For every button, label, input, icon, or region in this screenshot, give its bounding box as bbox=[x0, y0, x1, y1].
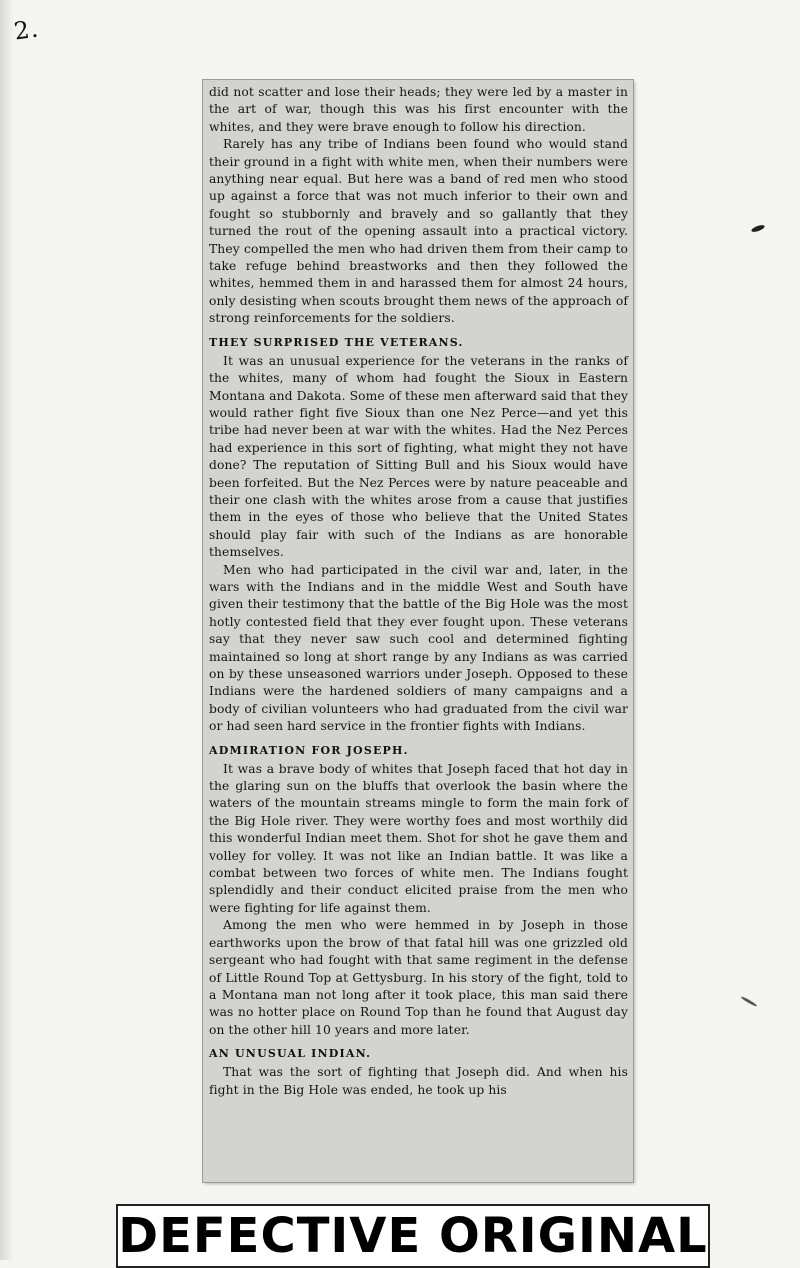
defective-original-banner: DEFECTIVE ORIGINAL bbox=[116, 1204, 710, 1268]
ink-mark bbox=[740, 996, 757, 1008]
section-heading: AN UNUSUAL INDIAN. bbox=[209, 1047, 372, 1061]
newspaper-clipping bbox=[203, 80, 633, 1182]
article-paragraph: Among the men who were hemmed in by Joseph in those earthworks upon the brow of that fatal hill was one grizzled old sergeant who had fought with that same regiment in the defense of Little Round Top at Gettysburg. In his story of the fight, told to a Montana man not long after it took place, this man said there was no hotter place on Round Top than he found that August day on the other hill 10 years and more later. bbox=[209, 918, 628, 1037]
article-paragraph: Rarely has any tribe of Indians been found who would stand their ground in a fight with white men, when their numbers were anything near equal. But here was a band of red men who stood up against a force that was not much inferior to their own and fought so stubbornly and bravely and so gallantly that they turned the rout of the opening assault into a practical victory. They compelled the men who had driven them from their camp to take refuge behind breastworks and then they followed the whites, hemmed them in and harassed them for almost 24 hours, only desisting when scouts brought them news of the approach of strong reinforcements for the soldiers. bbox=[209, 137, 628, 326]
article-paragraph: That was the sort of fighting that Joseph did. And when his fight in the Big Hole was ended, he took up his bbox=[209, 1065, 628, 1097]
ink-mark bbox=[751, 224, 766, 233]
article-paragraph: did not scatter and lose their heads; they were led by a master in the art of war, though this was his first encounter with the whites, and they were brave enough to follow his direction. bbox=[209, 85, 628, 134]
section-heading: ADMIRATION FOR JOSEPH. bbox=[209, 743, 409, 757]
article-paragraph: It was a brave body of whites that Joseph faced that hot day in the glaring sun on the bluffs that overlook the basin where the waters of the mountain streams mingle to form the main fork of the Big Hole river. They were worthy foes and most worthily did this wonderful Indian meet them. Shot for shot he gave them and volley for volley. It was not like an Indian battle. It was like a combat between two forces of white men. The Indians fought splendidly and their conduct elicited praise from the men who were fighting for life against them. bbox=[209, 761, 628, 915]
page-edge bbox=[0, 0, 14, 1260]
article-paragraph: Men who had participated in the civil war and, later, in the wars with the Indians and in the middle West and South have given their testimony that the battle of the Big Hole was the most hotly contested field that they ever fought upon. These veterans say that they never saw such cool and determined fighting maintained so long at short range by any Indians as was carried on by these unseasoned warriors under Joseph. Opposed to these Indians were the hardened soldiers of many campaigns and a body of civilian volunteers who had graduated from the civil war or had seen hard service in the frontier fights with Indians. bbox=[209, 562, 628, 734]
page-number: 2. bbox=[12, 14, 41, 46]
section-heading: THEY SURPRISED THE VETERANS. bbox=[209, 335, 464, 349]
article-paragraph: It was an unusual experience for the veterans in the ranks of the whites, many of whom had fought the Sioux in Eastern Montana and Dakota. Some of these men afterward said that they would rather fight five Sioux than one Nez Perce—and yet this tribe had never been at war with the whites. Had the Nez Perces had experience in this sort of fighting, what might they not have done? The reputation of Sitting Bull and his Sioux would have been forfeited. But the Nez Perces were by nature peaceable and their one clash with the whites arose from a cause that justifies them in the eyes of those who believe that the United States should play fair with such of the Indians as are honorable themselves. bbox=[209, 353, 628, 560]
